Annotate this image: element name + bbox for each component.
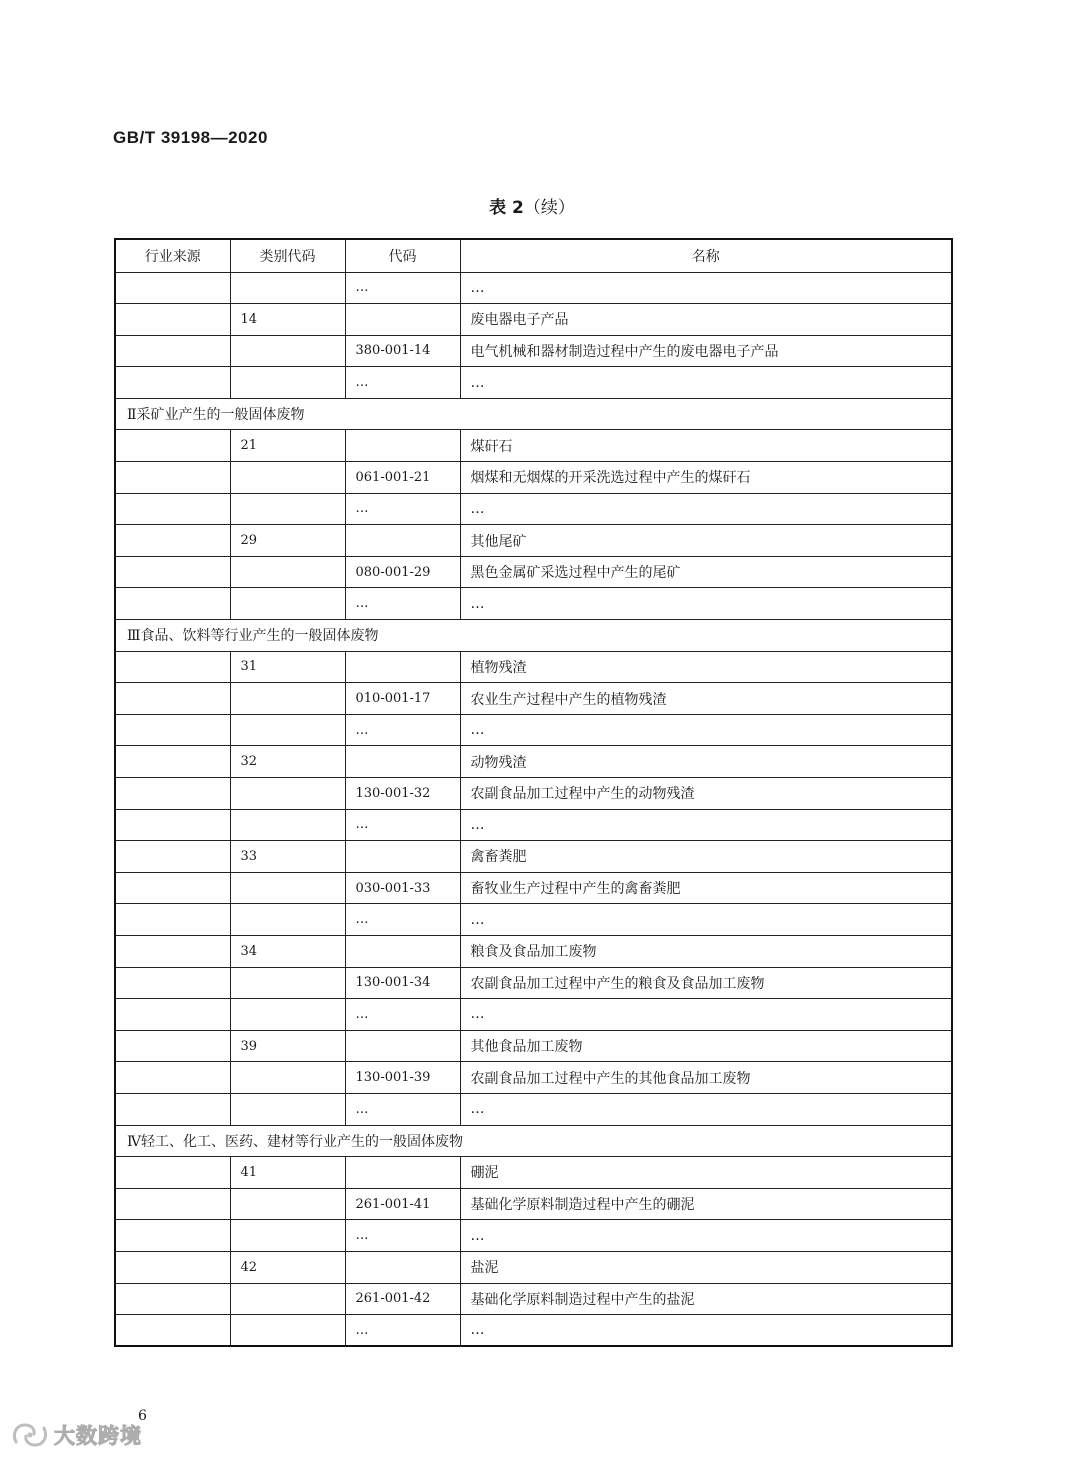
- table-row: [115, 714, 952, 746]
- cell-industry-source: [115, 462, 230, 494]
- cell-industry-source: [115, 1093, 230, 1125]
- cell-category-code: 39: [230, 1030, 345, 1062]
- cell-category-code: [230, 1062, 345, 1094]
- cell-category-code: [230, 272, 345, 304]
- section-row: [115, 1125, 952, 1157]
- section-heading: Ⅱ采矿业产生的一般固体废物: [115, 398, 952, 430]
- cell-name: 农业生产过程中产生的植物残渣: [460, 683, 952, 715]
- cell-industry-source: [115, 809, 230, 841]
- cell-code: [345, 1030, 460, 1062]
- cell-code: 130-001-32: [345, 778, 460, 810]
- cell-name: …: [460, 999, 952, 1031]
- cell-category-code: [230, 367, 345, 399]
- table-row: [115, 809, 952, 841]
- cell-category-code: [230, 1188, 345, 1220]
- cell-name: …: [460, 272, 952, 304]
- cell-name: 煤矸石: [460, 430, 952, 462]
- table-row: [115, 999, 952, 1031]
- table-row: [115, 746, 952, 778]
- header-industry-source: 行业来源: [115, 239, 230, 272]
- cell-code: [345, 1251, 460, 1283]
- cell-industry-source: [115, 367, 230, 399]
- cell-code: 130-001-34: [345, 967, 460, 999]
- cell-category-code: [230, 556, 345, 588]
- table-row: [115, 1188, 952, 1220]
- table-row: [115, 841, 952, 873]
- cell-code: …: [345, 588, 460, 620]
- cell-code: …: [345, 714, 460, 746]
- cell-name: …: [460, 588, 952, 620]
- cell-code: …: [345, 904, 460, 936]
- header-category-code: 类别代码: [230, 239, 345, 272]
- cell-industry-source: [115, 1188, 230, 1220]
- cell-name: 硼泥: [460, 1157, 952, 1189]
- cell-name: 其他食品加工废物: [460, 1030, 952, 1062]
- cell-category-code: [230, 809, 345, 841]
- table-row: [115, 335, 952, 367]
- table-row: [115, 588, 952, 620]
- cell-name: …: [460, 367, 952, 399]
- table-row: [115, 1093, 952, 1125]
- cell-name: 其他尾矿: [460, 525, 952, 557]
- watermark-logo-icon: [10, 1420, 50, 1450]
- cell-name: …: [460, 493, 952, 525]
- cell-category-code: [230, 872, 345, 904]
- cell-industry-source: [115, 778, 230, 810]
- table-title: [0, 193, 1064, 218]
- cell-industry-source: [115, 714, 230, 746]
- section-heading: Ⅲ食品、饮料等行业产生的一般固体废物: [115, 620, 952, 652]
- table-row: [115, 967, 952, 999]
- cell-industry-source: [115, 525, 230, 557]
- section-row: [115, 620, 952, 652]
- cell-industry-source: [115, 1220, 230, 1252]
- cell-industry-source: [115, 430, 230, 462]
- cell-code: 380-001-14: [345, 335, 460, 367]
- cell-industry-source: [115, 999, 230, 1031]
- cell-name: …: [460, 714, 952, 746]
- table-row: [115, 1030, 952, 1062]
- cell-name: 禽畜粪肥: [460, 841, 952, 873]
- cell-industry-source: [115, 1251, 230, 1283]
- cell-code: 010-001-17: [345, 683, 460, 715]
- cell-category-code: [230, 462, 345, 494]
- cell-category-code: 42: [230, 1251, 345, 1283]
- cell-industry-source: [115, 556, 230, 588]
- table-row: [115, 651, 952, 683]
- cell-name: …: [460, 1220, 952, 1252]
- table-row: [115, 1062, 952, 1094]
- cell-industry-source: [115, 1315, 230, 1347]
- cell-category-code: [230, 1220, 345, 1252]
- cell-category-code: [230, 904, 345, 936]
- cell-name: 基础化学原料制造过程中产生的硼泥: [460, 1188, 952, 1220]
- table-row: [115, 367, 952, 399]
- cell-category-code: [230, 335, 345, 367]
- cell-name: 农副食品加工过程中产生的粮食及食品加工废物: [460, 967, 952, 999]
- table-title-label: 表 2: [489, 198, 524, 218]
- cell-category-code: 34: [230, 935, 345, 967]
- cell-code: 030-001-33: [345, 872, 460, 904]
- table-body: [115, 272, 952, 1346]
- waste-classification-table: [114, 238, 953, 1347]
- cell-category-code: [230, 683, 345, 715]
- table-row: [115, 935, 952, 967]
- cell-name: …: [460, 904, 952, 936]
- cell-industry-source: [115, 1062, 230, 1094]
- cell-industry-source: [115, 272, 230, 304]
- section-heading: Ⅳ轻工、化工、医药、建材等行业产生的一般固体废物: [115, 1125, 952, 1157]
- cell-industry-source: [115, 967, 230, 999]
- cell-category-code: 41: [230, 1157, 345, 1189]
- table-row: [115, 1315, 952, 1347]
- table-row: [115, 1251, 952, 1283]
- page-number: 6: [138, 1408, 147, 1424]
- cell-code: 130-001-39: [345, 1062, 460, 1094]
- cell-code: …: [345, 1220, 460, 1252]
- cell-name: 植物残渣: [460, 651, 952, 683]
- table-title-continued: （续）: [523, 198, 575, 218]
- table-row: [115, 462, 952, 494]
- table-row: [115, 1283, 952, 1315]
- cell-industry-source: [115, 493, 230, 525]
- table-row: [115, 1157, 952, 1189]
- table-row: [115, 683, 952, 715]
- cell-name: 畜牧业生产过程中产生的禽畜粪肥: [460, 872, 952, 904]
- cell-code: [345, 430, 460, 462]
- cell-industry-source: [115, 841, 230, 873]
- cell-category-code: 21: [230, 430, 345, 462]
- cell-category-code: [230, 999, 345, 1031]
- cell-industry-source: [115, 588, 230, 620]
- cell-code: [345, 304, 460, 336]
- cell-category-code: [230, 714, 345, 746]
- cell-industry-source: [115, 651, 230, 683]
- cell-name: …: [460, 809, 952, 841]
- table-row: [115, 872, 952, 904]
- cell-industry-source: [115, 335, 230, 367]
- table-row: [115, 778, 952, 810]
- cell-code: …: [345, 367, 460, 399]
- watermark-text: 大数跨境: [54, 1424, 142, 1448]
- table-row: [115, 493, 952, 525]
- cell-code: [345, 525, 460, 557]
- cell-name: …: [460, 1093, 952, 1125]
- cell-code: …: [345, 272, 460, 304]
- table-header-row: [115, 239, 952, 272]
- cell-category-code: [230, 1315, 345, 1347]
- cell-name: 动物残渣: [460, 746, 952, 778]
- cell-name: 农副食品加工过程中产生的其他食品加工废物: [460, 1062, 952, 1094]
- watermark: [10, 1420, 142, 1450]
- cell-category-code: 32: [230, 746, 345, 778]
- table-row: [115, 304, 952, 336]
- header-code: 代码: [345, 239, 460, 272]
- cell-industry-source: [115, 1157, 230, 1189]
- cell-name: …: [460, 1315, 952, 1347]
- cell-name: 烟煤和无烟煤的开采洗选过程中产生的煤矸石: [460, 462, 952, 494]
- cell-code: 261-001-41: [345, 1188, 460, 1220]
- cell-industry-source: [115, 1030, 230, 1062]
- cell-code: …: [345, 493, 460, 525]
- cell-industry-source: [115, 872, 230, 904]
- cell-code: …: [345, 809, 460, 841]
- cell-industry-source: [115, 904, 230, 936]
- header-name: 名称: [460, 239, 952, 272]
- cell-industry-source: [115, 304, 230, 336]
- cell-category-code: 33: [230, 841, 345, 873]
- cell-industry-source: [115, 683, 230, 715]
- cell-code: 261-001-42: [345, 1283, 460, 1315]
- cell-industry-source: [115, 746, 230, 778]
- cell-code: [345, 935, 460, 967]
- table-row: [115, 904, 952, 936]
- cell-name: 黑色金属矿采选过程中产生的尾矿: [460, 556, 952, 588]
- table-row: [115, 430, 952, 462]
- cell-code: …: [345, 999, 460, 1031]
- cell-code: [345, 651, 460, 683]
- section-row: [115, 398, 952, 430]
- cell-category-code: 29: [230, 525, 345, 557]
- cell-name: 盐泥: [460, 1251, 952, 1283]
- cell-name: 农副食品加工过程中产生的动物残渣: [460, 778, 952, 810]
- table-row: [115, 1220, 952, 1252]
- cell-code: 061-001-21: [345, 462, 460, 494]
- cell-category-code: [230, 778, 345, 810]
- cell-category-code: 31: [230, 651, 345, 683]
- cell-category-code: [230, 588, 345, 620]
- cell-code: [345, 1157, 460, 1189]
- cell-code: 080-001-29: [345, 556, 460, 588]
- cell-name: 废电器电子产品: [460, 304, 952, 336]
- table-row: [115, 556, 952, 588]
- cell-category-code: [230, 1283, 345, 1315]
- cell-code: [345, 841, 460, 873]
- cell-industry-source: [115, 935, 230, 967]
- table-row: [115, 525, 952, 557]
- cell-name: 基础化学原料制造过程中产生的盐泥: [460, 1283, 952, 1315]
- cell-name: 电气机械和器材制造过程中产生的废电器电子产品: [460, 335, 952, 367]
- standard-code: GB/T 39198—2020: [113, 128, 268, 147]
- cell-category-code: [230, 1093, 345, 1125]
- cell-industry-source: [115, 1283, 230, 1315]
- cell-code: [345, 746, 460, 778]
- table-row: [115, 272, 952, 304]
- cell-category-code: [230, 967, 345, 999]
- cell-code: …: [345, 1315, 460, 1347]
- cell-name: 粮食及食品加工废物: [460, 935, 952, 967]
- cell-code: …: [345, 1093, 460, 1125]
- cell-category-code: 14: [230, 304, 345, 336]
- cell-category-code: [230, 493, 345, 525]
